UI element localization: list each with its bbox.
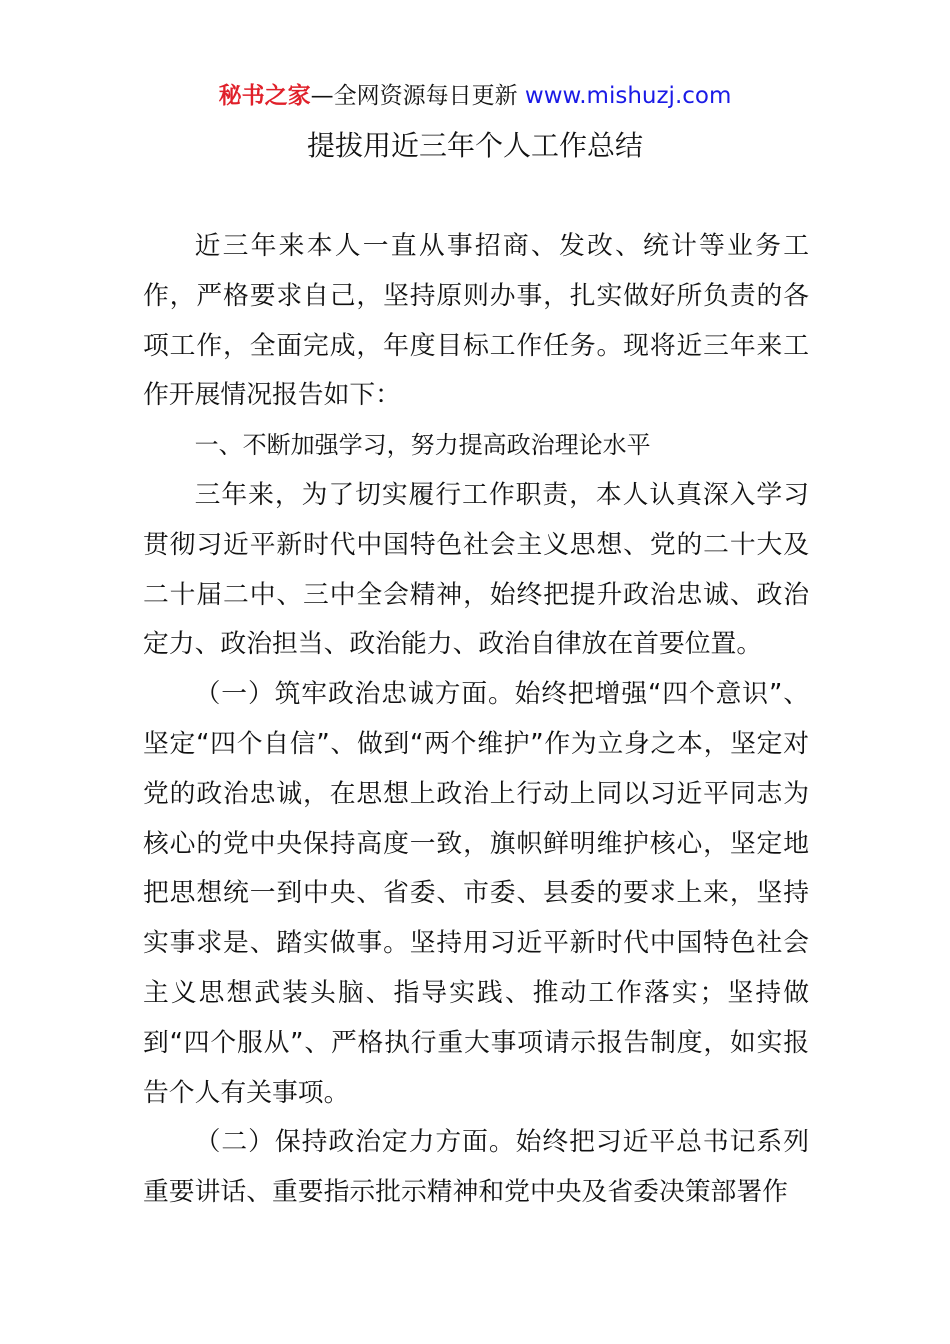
subsection-2-paragraph: （二）保持政治定力方面。始终把习近平总书记系列重要讲话、重要指示批示精神和党中央及省委决策部署作 — [143, 1127, 809, 1208]
subsection-1-paragraph: （一）筑牢政治忠诚方面。始终把增强“四个意识”、坚定“四个自信”、做到“两个维护”作为立身之本，坚定对党的政治忠诚，在思想上政治上行动上同以习近平同志为核心的党中央保持高度一致，旗帜鲜明维护核心，坚定地把思想统一到中央、省委、市委、县委的要求上来，坚持实事求是、踏实做事。坚持用习近平新时代中国特色社会主义思想武装头脑、指导实践、推动工作落实；坚持做到“四个服从”、严格执行重大事项请示报告制度，如实报告个人有关事项。 — [143, 679, 809, 1108]
section-1-paragraph: 三年来，为了切实履行工作职责，本人认真深入学习贯彻习近平新时代中国特色社会主义思想、党的二十大及二十届二中、三中全会精神，始终把提升政治忠诚、政治定力、政治担当、政治能力、政治自律放在首要位置。 — [143, 479, 809, 660]
site-header — [0, 80, 950, 112]
section-heading-1: 一、不断加强学习，努力提高政治理论水平 — [194, 431, 651, 460]
document-body — [143, 222, 809, 1218]
site-brand: 秘书之家 — [218, 83, 311, 109]
site-tagline: —全网资源每日更新 — [310, 83, 518, 109]
document-title: 提拔用近三年个人工作总结 — [306, 129, 643, 162]
intro-paragraph: 近三年来本人一直从事招商、发改、统计等业务工作，严格要求自己，坚持原则办事，扎实做好所负责的各项工作，全面完成，年度目标工作任务。现将近三年来工作开展情况报告如下： — [143, 231, 809, 411]
site-url-link[interactable]: www.mishuzj.com — [524, 83, 732, 109]
